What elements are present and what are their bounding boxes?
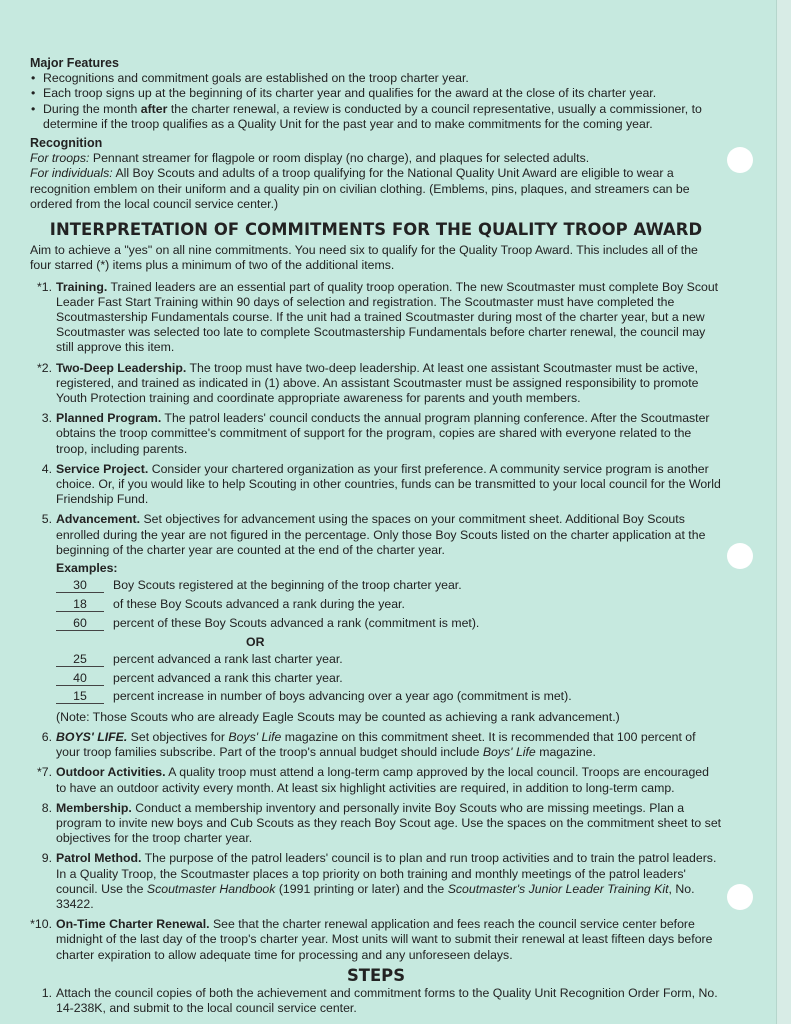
list-item: *10. On-Time Charter Renewal. See that the charter renewal application and fees reach the council service center before midnight of the last day of the troop's charter year. Most units will want to submit their renewal at least fifteen days before charter expiration to allow adequate time for processing and any unforeseen delays.	[30, 917, 713, 962]
intro-paragraph: Aim to achieve a "yes" on all nine commitments. You need six to qualify for the Quality Troop Award. This includes all of the four starred (*) items plus a minimum of two of the additional items.	[30, 243, 698, 273]
examples-note: (Note: Those Scouts who are already Eagle Scouts may be counted as achieving a rank advancement.)	[56, 709, 620, 724]
example-row: 18 of these Boy Scouts advanced a rank during the year.	[56, 597, 722, 612]
binder-hole	[727, 543, 753, 569]
binder-hole	[727, 884, 753, 910]
list-item: 6. BOYS' LIFE. Set objectives for Boys' Life magazine on this commitment sheet. It is recommended that 100 percent of your troop families subscribe. Part of the troop's annual budget should include Boys' Life magazine.	[41, 729, 696, 760]
examples-or: OR	[246, 634, 265, 649]
document-body	[30, 56, 722, 1016]
examples-block	[56, 561, 722, 725]
list-item: *7. Outdoor Activities. A quality troop must attend a long-term camp approved by the local council. Troops are encouraged to have an outdoor activity every month. At least six highlight activities are required, in addition to long-term camp.	[36, 765, 709, 795]
recognition-troops: For troops: Pennant streamer for flagpole or room display (no charge), and plaques for selected adults.	[30, 151, 590, 166]
recognition-individuals: For individuals: All Boy Scouts and adults of a troop qualifying for the National Quality Unit Award are eligible to wear a recognition emblem on their uniform and a quality pin on civilian clothing. (Emblems, pins, plaques, and streamers can be ordered from the local council service center.)	[30, 166, 690, 211]
list-item: 5. Advancement. Set objectives for advancement using the spaces on your commitment sheet. Additional Boy Scouts enrolled during the year are not figured in the percentage. Only those Boy Scouts listed on the charter application at the beginning of the charter year are counted at the end of the charter year. Examples: 30 Boy Scouts registered at the beginning of the troop charter year. 18 of these Boy Scouts advanced a rank during the year. 60 percent of these Boy Scouts advanced a rank (commitment is met). OR 25 percent advanced a rank last charter year. 40 percent advanced a rank this charter year. 15 percent increase in number of boys advancing over a year ago (commitment is met). (Note: Those Scouts who are already Eagle Scouts may be counted as achieving a rank advancement.)	[30, 512, 722, 724]
major-features-heading: Major Features	[30, 56, 119, 70]
binder-hole	[727, 147, 753, 173]
list-item: 8. Membership. Conduct a membership inventory and personally invite Boy Scouts who are missing meetings. Plan a program to invite new boys and Cub Scouts as they reach Boy Scout age. Use the spaces on the commitment sheet to set objectives for the troop charter year.	[41, 800, 722, 846]
example-row: 25 percent advanced a rank last charter year.	[56, 652, 722, 667]
list-item: 9. Patrol Method. The purpose of the patrol leaders' council is to plan and run troop activities and to train the patrol leaders. In a Quality Troop, the Scoutmaster places a top priority on both training and monthly meetings of the patrol leaders' council. Use the Scoutmaster Handbook (1991 printing or later) and the Scoutmaster's Junior Leader Training Kit, No. 33422.	[41, 851, 717, 911]
example-row: 60 percent of these Boy Scouts advanced a rank (commitment is met).	[56, 616, 722, 631]
commitments-list	[30, 280, 722, 963]
section-title: INTERPRETATION OF COMMITMENTS FOR THE QUALITY TROOP AWARD	[49, 220, 703, 240]
steps-list	[30, 986, 722, 1016]
example-row: 40 percent advanced a rank this charter year.	[56, 671, 722, 686]
example-row: 30 Boy Scouts registered at the beginning of the troop charter year.	[56, 578, 722, 593]
examples-heading: Examples:	[56, 561, 118, 576]
example-row: 15 percent increase in number of boys advancing over a year ago (commitment is met).	[56, 689, 722, 704]
list-item: 1. Attach the council copies of both the achievement and commitment forms to the Quality Unit Recognition Order Form, No. 14-238K, and submit to the local council service center.	[41, 985, 718, 1016]
list-item: • Each troop signs up at the beginning of its charter year and qualifies for the award at the close of its charter year.	[31, 86, 657, 101]
list-item: 4. Service Project. Consider your chartered organization as your first preference. A community service program is another choice. Or, if you would like to help Scouting in other countries, funds can be transmitted to your local council for the World Friendship Fund.	[41, 461, 721, 507]
page-edge	[776, 0, 791, 1024]
major-features-list	[30, 71, 722, 132]
list-item: *2. Two-Deep Leadership. The troop must have two-deep leadership. At least one assistant Scoutmaster must be active, registered, and trained as indicated in (1) above. An assistant Scoutmaster must be assigned responsibility to promote Youth Protection training and coordinate appropriate awareness for parents and youth members.	[36, 360, 699, 406]
steps-title: STEPS	[347, 965, 405, 985]
list-item: • During the month after the charter renewal, a review is conducted by a council representative, usually a commissioner, to determine if the troop qualifies as a Quality Unit for the past year and to make commitments for the coming year.	[31, 101, 702, 131]
recognition-heading: Recognition	[30, 136, 103, 151]
list-item: • Recognitions and commitment goals are established on the troop charter year.	[31, 71, 469, 86]
list-item: *1. Training. Trained leaders are an essential part of quality troop operation. The new Scoutmaster must complete Boy Scout Leader Fast Start Training within 90 days of selection and registration. The Scoutmaster must have completed the Scoutmastership Fundamentals course. If the unit had a trained Scoutmaster during most of the charter year, but a new Scoutmaster was selected too late to complete Scoutmastership Fundamentals before charter renewal, the council may still approve this item.	[36, 279, 719, 355]
list-item: 3. Planned Program. The patrol leaders' council conducts the annual program planning conference. After the Scoutmaster obtains the troop committee's commitment of support for the program, copies are shared with everyone related to the troop, including parents.	[41, 411, 710, 456]
